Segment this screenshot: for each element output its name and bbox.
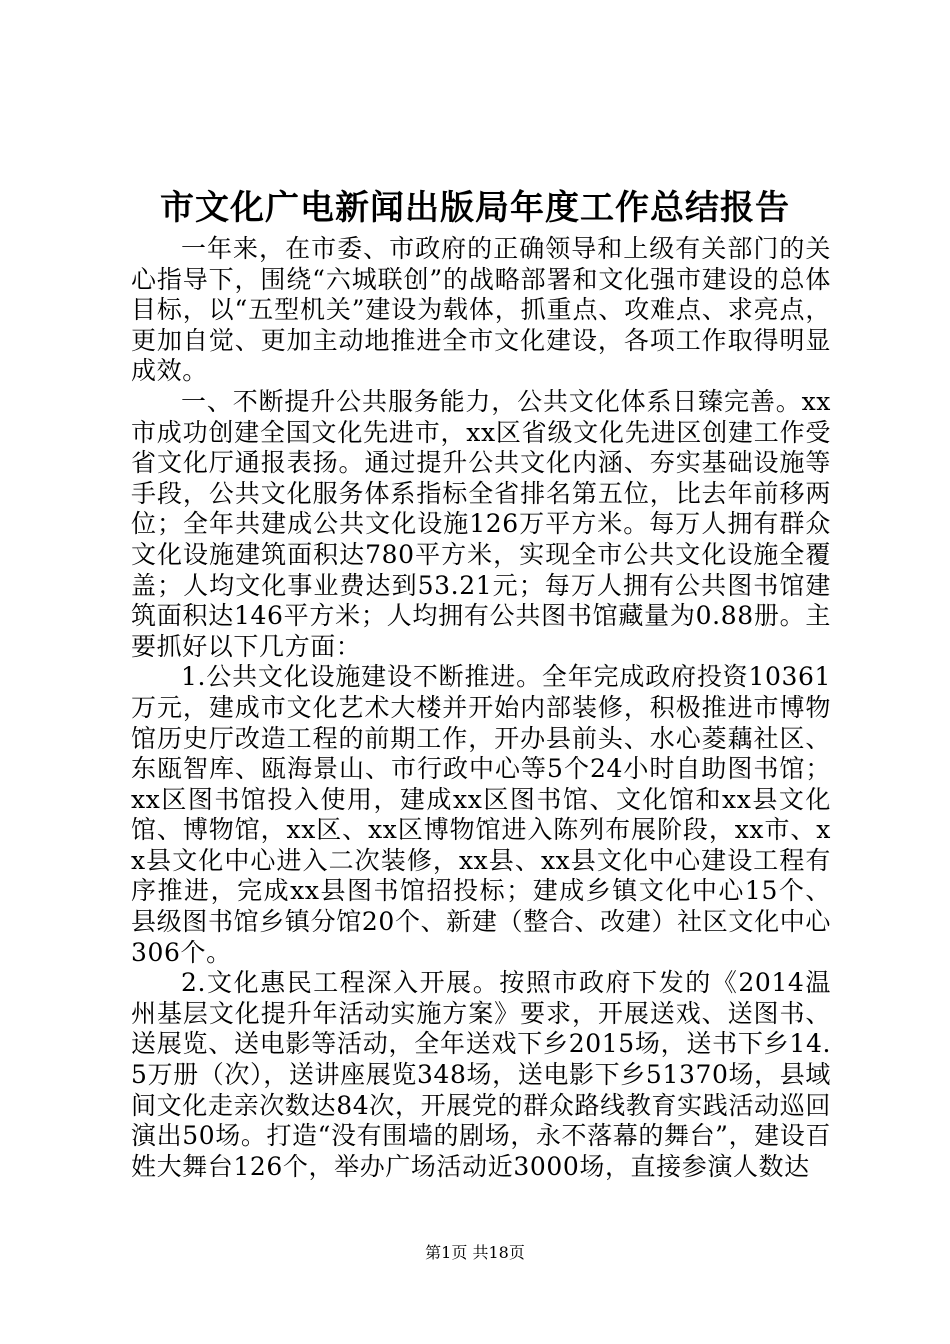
paragraph-item-one: 1.公共文化设施建设不断推进。全年完成政府投资10361万元，建成市文化艺术大楼并开始内部装修，积极推进市博物馆历史厅改造工程的前期工作，开办县前头、水心菱藕社区、东瓯智库、瓯海景山、市行政中心等5个24小时自助图书馆；xx区图书馆投入使用，建成xx区图书馆、文化馆和xx县文化馆、博物馆，xx区、xx区博物馆进入陈列布展阶段，xx市、xx县文化中心进入二次装修，xx县、xx县文化中心建设工程有序推进，完成xx县图书馆招投标；建成乡镇文化中心15个、县级图书馆乡镇分馆20个、新建（整合、改建）社区文化中心306个。 [131,662,831,967]
page-total: 共18页 [472,1243,525,1262]
document-body [131,234,831,1182]
page-number: 第1页 [425,1243,468,1262]
paragraph-item-two: 2.文化惠民工程深入开展。按照市政府下发的《2014温州基层文化提升年活动实施方案》要求，开展送戏、送图书、送展览、送电影等活动，全年送戏下乡2015场，送书下乡14.5万册（次），送讲座展览348场，送电影下乡51370场，县域间文化走亲次数达84次，开展党的群众路线教育实践活动巡回演出50场。打造“没有围墙的剧场，永不落幕的舞台”，建设百姓大舞台126个，举办广场活动近3000场，直接参演人数达 [131,968,831,1181]
document-title: 市文化广电新闻出版局年度工作总结报告 [160,188,790,228]
paragraph-intro: 一年来，在市委、市政府的正确领导和上级有关部门的关心指导下，围绕“六城联创”的战略部署和文化强市建设的总体目标，以“五型机关”建设为载体，抓重点、攻难点、求亮点，更加自觉、更加主动地推进全市文化建设，各项工作取得明显成效。 [131,234,831,386]
page-footer [0,1242,950,1264]
paragraph-section-one: 一、不断提升公共服务能力，公共文化体系日臻完善。xx市成功创建全国文化先进市，xx区省级文化先进区创建工作受省文化厅通报表扬。通过提升公共文化内涵、夯实基础设施等手段，公共文化服务体系指标全省排名第五位，比去年前移两位；全年共建成公共文化设施126万平方米。每万人拥有群众文化设施建筑面积达780平方米，实现全市公共文化设施全覆盖；人均文化事业费达到53.21元；每万人拥有公共图书馆建筑面积达146平方米；人均拥有公共图书馆藏量为0.88册。主要抓好以下几方面： [131,386,831,661]
